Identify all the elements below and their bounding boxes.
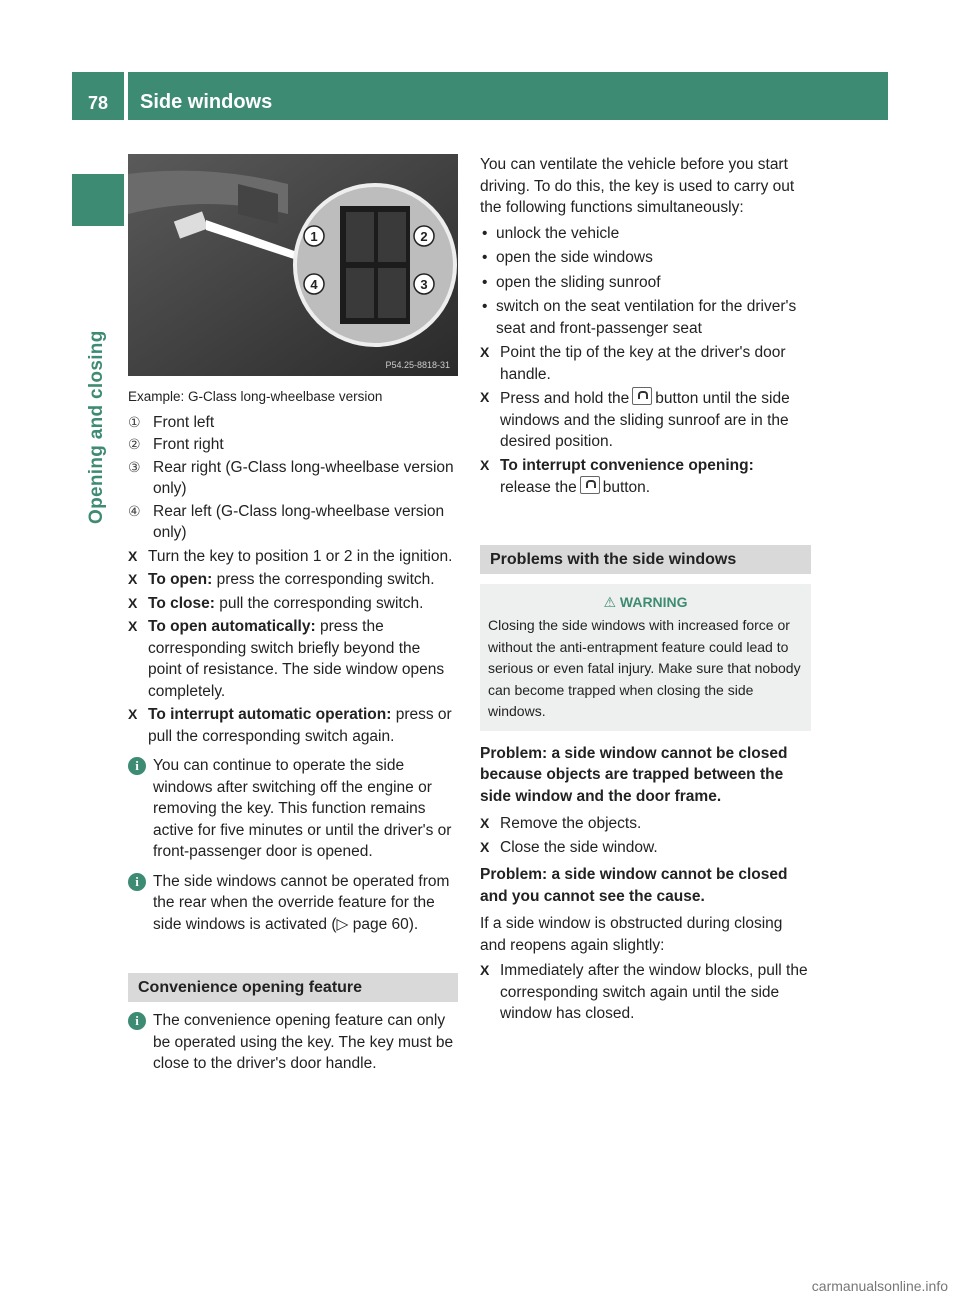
step-item — [128, 546, 458, 568]
step-marker: X — [128, 571, 138, 587]
step-item — [480, 813, 811, 835]
legend-list — [128, 412, 458, 544]
operation-steps — [128, 546, 458, 748]
step-marker: X — [480, 815, 490, 831]
step-text: Press and hold the — [500, 390, 630, 407]
callout-1: 1 — [310, 229, 318, 244]
right-column — [480, 154, 811, 1027]
step-marker: X — [480, 389, 490, 405]
info-text: You can continue to operate the side windows after switching off the engine or removing the key. This function remains active for five minutes or until the driver's or front-passenger door is opened. — [153, 757, 452, 860]
section-heading-convenience: Convenience opening feature — [128, 973, 458, 1002]
legend-text: Front left — [153, 413, 215, 431]
bullet-marker: • — [482, 224, 488, 242]
step-bold: To open automatically: — [148, 618, 316, 635]
bullet-item — [482, 272, 811, 294]
intro-paragraph: You can ventilate the vehicle before you start driving. To do this, the key is used to carry out the following functions simultaneously: — [480, 156, 795, 216]
bullet-marker: • — [482, 249, 488, 266]
page-header — [72, 72, 888, 120]
figure-caption: Example: G-Class long-wheelbase version — [128, 389, 383, 404]
legend-number: ③ — [128, 458, 141, 475]
bullet-marker: • — [482, 273, 488, 291]
legend-text: Rear right (G-Class long-wheelbase version only) — [153, 458, 454, 497]
info-icon: i — [128, 757, 146, 775]
problem-heading: Problem: a side window cannot be closed and you cannot see the cause. — [480, 866, 788, 905]
info-note — [128, 871, 458, 936]
problem-text: If a side window is obstructed during closing and reopens again slightly: — [480, 915, 783, 954]
chapter-tab — [72, 174, 124, 1302]
warning-title: ⚠ WARNING — [603, 593, 688, 610]
legend-number: ① — [128, 413, 141, 430]
bullet-item — [482, 247, 811, 269]
step-text: Point the tip of the key at the driver's door handle. — [500, 344, 786, 383]
step-item — [128, 616, 458, 702]
legend-text: Rear left (G-Class long-wheelbase version only) — [153, 502, 445, 541]
step-marker: X — [480, 456, 490, 473]
step-marker: X — [128, 618, 138, 634]
bullet-text: open the sliding sunroof — [496, 273, 661, 291]
legend-item — [128, 412, 458, 434]
step-text: release the — [500, 479, 577, 496]
bullet-marker: • — [482, 298, 488, 315]
chapter-tab-block — [72, 174, 124, 226]
info-text: The side windows cannot be operated from the rear when the override feature for the side windows is activated (▷ page 60). — [153, 872, 450, 933]
step-marker: X — [480, 838, 490, 855]
problem-heading: Problem: a side window cannot be closed because objects are trapped between the side window and the door frame. — [480, 744, 788, 805]
legend-item — [128, 434, 458, 456]
figure-code: P54.25-8818-31 — [385, 360, 450, 370]
legend-text: Front right — [153, 436, 224, 453]
callout-3: 3 — [420, 277, 428, 292]
info-note — [128, 1010, 458, 1075]
step-bold: To close: — [148, 594, 215, 612]
info-icon: i — [128, 1012, 146, 1030]
warning-box — [480, 584, 811, 731]
step-bold: To interrupt convenience opening: — [500, 456, 754, 474]
function-bullets — [480, 223, 811, 340]
step-item — [128, 704, 458, 747]
legend-number: ④ — [128, 502, 141, 519]
step-item — [480, 387, 811, 453]
bullet-text: unlock the vehicle — [496, 224, 620, 242]
step-text-post: button until the side windows and the sliding sunroof are in the desired position. — [500, 390, 790, 450]
page-number: 78 — [72, 72, 124, 120]
step-text: press the corresponding switch briefly beyond the point of resistance. The side window opens completely. — [148, 618, 445, 700]
step-marker: X — [480, 344, 490, 360]
watermark: carmanualsonline.info — [811, 1278, 948, 1294]
step-text: Remove the objects. — [500, 815, 642, 832]
step-text: Immediately after the window blocks, pull the corresponding switch again until the side window has closed. — [500, 962, 808, 1022]
section-heading-problems: Problems with the side windows — [480, 545, 811, 574]
bullet-text: open the side windows — [496, 249, 653, 266]
legend-item — [128, 501, 458, 544]
step-bold: To open: — [148, 571, 213, 588]
info-note — [128, 755, 458, 863]
info-icon: i — [128, 873, 146, 891]
step-text: Close the side window. — [500, 838, 658, 856]
step-item — [480, 342, 811, 385]
chapter-tab-label: Opening and closing — [86, 330, 107, 524]
bullet-item — [482, 296, 811, 339]
bullet-item — [482, 223, 811, 245]
info-text: The convenience opening feature can only be operated using the key. The key must be close to the driver's door handle. — [153, 1012, 454, 1072]
left-column — [128, 154, 458, 1083]
step-marker: X — [128, 547, 138, 564]
step-text: press the corresponding switch. — [212, 571, 435, 588]
window-switch-illustration — [128, 154, 458, 376]
step-marker: X — [480, 962, 490, 978]
unlock-icon — [580, 476, 600, 494]
step-marker: X — [128, 706, 138, 722]
warning-triangle-icon: ⚠ — [603, 593, 620, 610]
step-bold: To interrupt automatic operation: — [148, 706, 392, 723]
window-switch-figure — [128, 154, 458, 376]
step-text-post: button. — [602, 479, 651, 496]
step-item — [128, 593, 458, 615]
step-text: Turn the key to position 1 or 2 in the ignition. — [148, 547, 453, 565]
bullet-text: switch on the seat ventilation for the driver's seat and front-passenger seat — [496, 298, 797, 337]
warning-text: Closing the side windows with increased force or without the anti-entrapment feature could lead to serious or even fatal injury. Make sure that nobody can become trapped when closing the side windows. — [488, 617, 801, 719]
unlock-icon — [632, 387, 652, 405]
callout-4: 4 — [310, 277, 318, 292]
page-title: Side windows — [128, 72, 888, 120]
legend-number: ② — [128, 436, 141, 452]
step-item — [480, 837, 811, 859]
callout-2: 2 — [420, 229, 428, 244]
step-item — [480, 455, 811, 499]
step-text: pull the corresponding switch. — [214, 594, 424, 612]
legend-item — [128, 457, 458, 500]
step-item — [128, 569, 458, 591]
step-marker: X — [128, 594, 138, 611]
step-text: press or pull the corresponding switch again. — [148, 706, 452, 745]
step-item — [480, 960, 811, 1025]
